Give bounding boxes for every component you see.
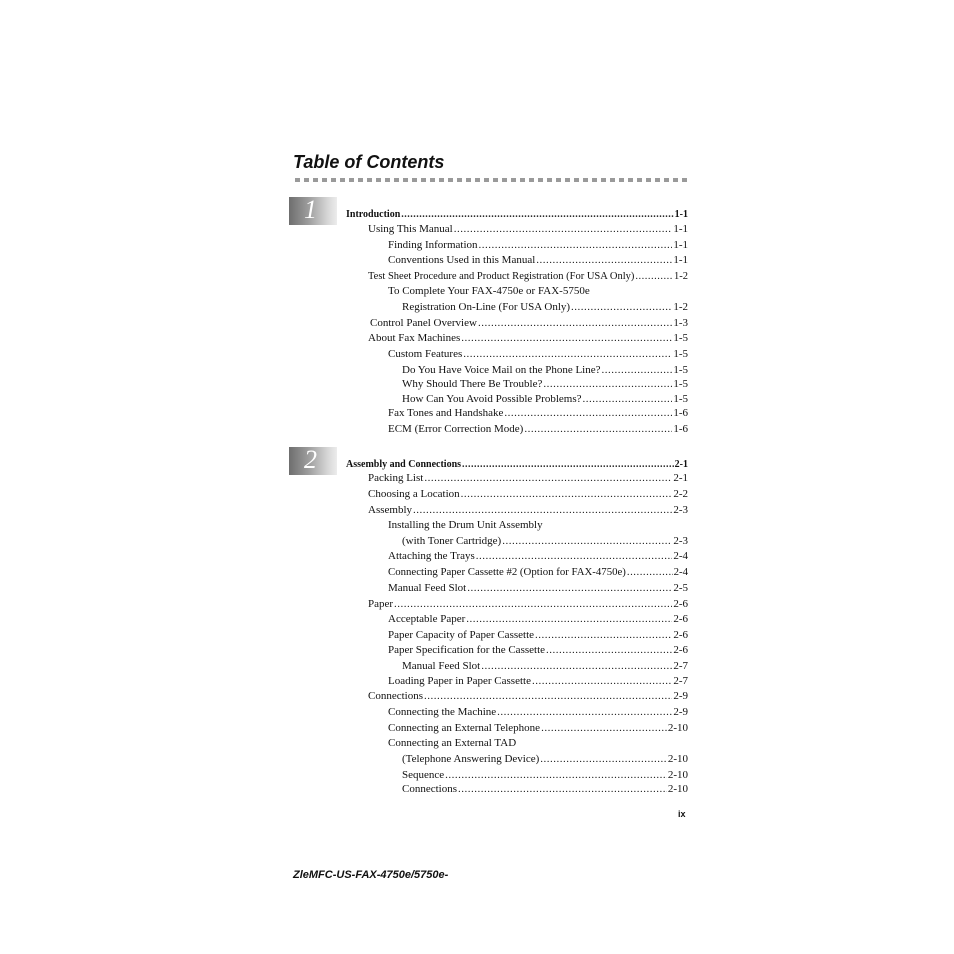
entry-page: 2-10	[667, 783, 688, 795]
document-footer: ZleMFC-US-FAX-4750e/5750e-	[293, 869, 449, 881]
toc-entry[interactable]	[368, 598, 688, 611]
entry-page: 2-9	[673, 706, 688, 718]
toc-entry[interactable]	[368, 223, 688, 236]
leader-dots	[524, 423, 672, 436]
leader-dots	[546, 644, 672, 657]
toc-entry[interactable]	[388, 629, 688, 642]
entry-title: Connecting Paper Cassette #2 (Option for FAX-4750e)	[388, 566, 626, 578]
entry-title: Custom Features	[388, 348, 463, 360]
toc-entry[interactable]	[368, 332, 688, 345]
entry-page: 2-9	[673, 690, 688, 702]
toc-entry[interactable]	[388, 582, 688, 595]
leader-dots	[540, 753, 667, 766]
leader-dots	[467, 582, 672, 595]
toc-entry[interactable]	[402, 535, 688, 548]
entry-page: 1-5	[673, 393, 688, 405]
leader-dots	[424, 690, 672, 703]
entry-page: 2-6	[673, 598, 688, 610]
entry-page: 1-6	[673, 407, 688, 419]
toc-entry[interactable]	[402, 393, 688, 406]
leader-dots	[582, 393, 672, 406]
leader-dots	[502, 535, 672, 548]
entry-page: 2-6	[673, 644, 688, 656]
entry-page: 1-5	[673, 364, 688, 376]
entry-title: Finding Information	[388, 239, 478, 251]
entry-title: About Fax Machines	[368, 332, 461, 344]
entry-title: Connecting an External TAD	[388, 737, 517, 749]
entry-page: 1-5	[673, 348, 688, 360]
toc-entry[interactable]	[402, 783, 688, 796]
leader-dots	[466, 613, 672, 626]
entry-title: Paper Specification for the Cassette	[388, 644, 546, 656]
entry-page: 2-1	[673, 472, 688, 484]
entry-title: Why Should There Be Trouble?	[402, 378, 543, 390]
entry-title: Assembly and Connections	[346, 459, 462, 470]
entry-title: Loading Paper in Paper Cassette	[388, 675, 531, 687]
entry-title: (with Toner Cartridge)	[402, 535, 502, 547]
leader-dots	[462, 458, 674, 471]
toc-entry[interactable]	[388, 407, 688, 420]
leader-dots	[543, 378, 672, 391]
leader-dots	[627, 566, 673, 579]
entry-page: 2-3	[673, 535, 688, 547]
toc-entry[interactable]	[368, 488, 688, 501]
entry-page: 1-2	[674, 271, 688, 282]
entry-title: Connecting an External Telephone	[388, 722, 541, 734]
toc-entry[interactable]	[388, 613, 688, 626]
toc-entry[interactable]	[388, 519, 688, 532]
entry-page: 1-1	[674, 209, 688, 220]
entry-title: Paper	[368, 598, 394, 610]
leader-dots	[463, 348, 672, 361]
entry-page: 1-5	[673, 378, 688, 390]
entry-page: 1-1	[673, 223, 688, 235]
entry-title: Installing the Drum Unit Assembly	[388, 519, 543, 531]
leader-dots	[454, 223, 673, 236]
toc-entry[interactable]	[368, 504, 688, 517]
toc-entry[interactable]	[388, 285, 688, 298]
page-number: ix	[678, 809, 686, 819]
leader-dots	[478, 317, 672, 330]
leader-dots	[424, 472, 672, 485]
entry-page: 1-3	[673, 317, 688, 329]
toc-entry[interactable]	[388, 722, 688, 735]
entry-page: 2-2	[673, 488, 688, 500]
entry-page: 2-7	[673, 675, 688, 687]
entry-title: Paper Capacity of Paper Cassette	[388, 629, 535, 641]
leader-dots	[476, 550, 673, 563]
chapter-number: 2	[304, 445, 317, 474]
entry-page: 2-1	[674, 459, 688, 470]
entry-title: Connections	[368, 690, 423, 702]
leader-dots	[445, 769, 667, 782]
entry-title: Acceptable Paper	[388, 613, 466, 625]
toc-entry[interactable]	[388, 239, 688, 252]
toc-entry[interactable]	[388, 423, 688, 436]
leader-dots	[461, 488, 673, 501]
toc-entry[interactable]	[402, 769, 688, 782]
entry-title: Sequence	[402, 769, 445, 781]
entry-page: 1-5	[673, 332, 688, 344]
entry-title: Conventions Used in this Manual	[388, 254, 536, 266]
entry-page: 2-3	[673, 504, 688, 516]
leader-dots	[635, 270, 673, 283]
toc-entry[interactable]	[370, 317, 688, 330]
chapter-number: 1	[304, 195, 317, 224]
entry-title: Registration On-Line (For USA Only)	[402, 301, 571, 313]
toc-entry[interactable]	[402, 660, 688, 673]
entry-title: Attaching the Trays	[388, 550, 475, 562]
leader-dots	[536, 254, 672, 267]
entry-title: Control Panel Overview	[370, 317, 477, 329]
toc-entry[interactable]	[402, 364, 688, 377]
leader-dots	[394, 598, 672, 611]
entry-page: 2-10	[667, 722, 688, 734]
leader-dots	[458, 783, 667, 796]
leader-dots	[497, 706, 672, 719]
toc-entry[interactable]	[388, 566, 688, 579]
leader-dots	[541, 722, 667, 735]
leader-dots	[571, 301, 672, 314]
entry-page: 1-6	[673, 423, 688, 435]
toc-entry[interactable]	[388, 550, 688, 563]
entry-page: 2-6	[673, 629, 688, 641]
entry-title: Packing List	[368, 472, 424, 484]
entry-page: 1-1	[673, 254, 688, 266]
entry-page: 2-6	[673, 613, 688, 625]
entry-title: Manual Feed Slot	[388, 582, 467, 594]
toc-entry[interactable]	[388, 737, 688, 750]
entry-title: Choosing a Location	[368, 488, 460, 500]
entry-title: Manual Feed Slot	[402, 660, 481, 672]
toc-entry[interactable]	[368, 472, 688, 485]
entry-title: Introduction	[346, 209, 401, 220]
entry-title: How Can You Avoid Possible Problems?	[402, 393, 582, 405]
leader-dots	[602, 364, 673, 377]
entry-page: 2-5	[673, 582, 688, 594]
entry-title: Test Sheet Procedure and Product Registration (For USA Only)	[368, 271, 635, 282]
entry-title: Fax Tones and Handshake	[388, 407, 504, 419]
toc-entry[interactable]	[388, 644, 688, 657]
toc-entry[interactable]	[346, 458, 688, 471]
toc-entry[interactable]	[402, 301, 688, 314]
toc-entry[interactable]	[388, 706, 688, 719]
entry-title: Using This Manual	[368, 223, 453, 235]
entry-title: ECM (Error Correction Mode)	[388, 423, 524, 435]
toc-entry[interactable]	[368, 690, 688, 703]
entry-page: 2-10	[667, 753, 688, 765]
entry-title: (Telephone Answering Device)	[402, 753, 540, 765]
entry-title: Connections	[402, 783, 457, 795]
entry-page: 2-7	[673, 660, 688, 672]
leader-dots	[532, 675, 672, 688]
entry-page: 2-4	[673, 550, 688, 562]
entry-page: 2-4	[673, 566, 688, 578]
toc-entry[interactable]	[388, 348, 688, 361]
leader-dots	[413, 504, 672, 517]
toc-entry[interactable]	[388, 675, 688, 688]
leader-dots	[401, 208, 673, 221]
entry-title: Assembly	[368, 504, 412, 516]
toc-entry[interactable]	[368, 270, 688, 283]
leader-dots	[479, 239, 673, 252]
toc-entry[interactable]	[402, 378, 688, 391]
entry-title: Do You Have Voice Mail on the Phone Line?	[402, 364, 601, 376]
leader-dots	[535, 629, 672, 642]
toc-entry[interactable]	[388, 254, 688, 267]
page-title: Table of Contents	[293, 152, 445, 172]
toc-entry[interactable]	[402, 753, 688, 766]
entry-title: To Complete Your FAX-4750e or FAX-5750e	[388, 285, 590, 297]
entry-page: 2-10	[667, 769, 688, 781]
entry-page: 1-2	[673, 301, 688, 313]
entry-page: 1-1	[673, 239, 688, 251]
leader-dots	[481, 660, 672, 673]
entry-title: Connecting the Machine	[388, 706, 497, 718]
leader-dots	[461, 332, 672, 345]
toc-entry[interactable]	[346, 208, 688, 221]
leader-dots	[504, 407, 672, 420]
